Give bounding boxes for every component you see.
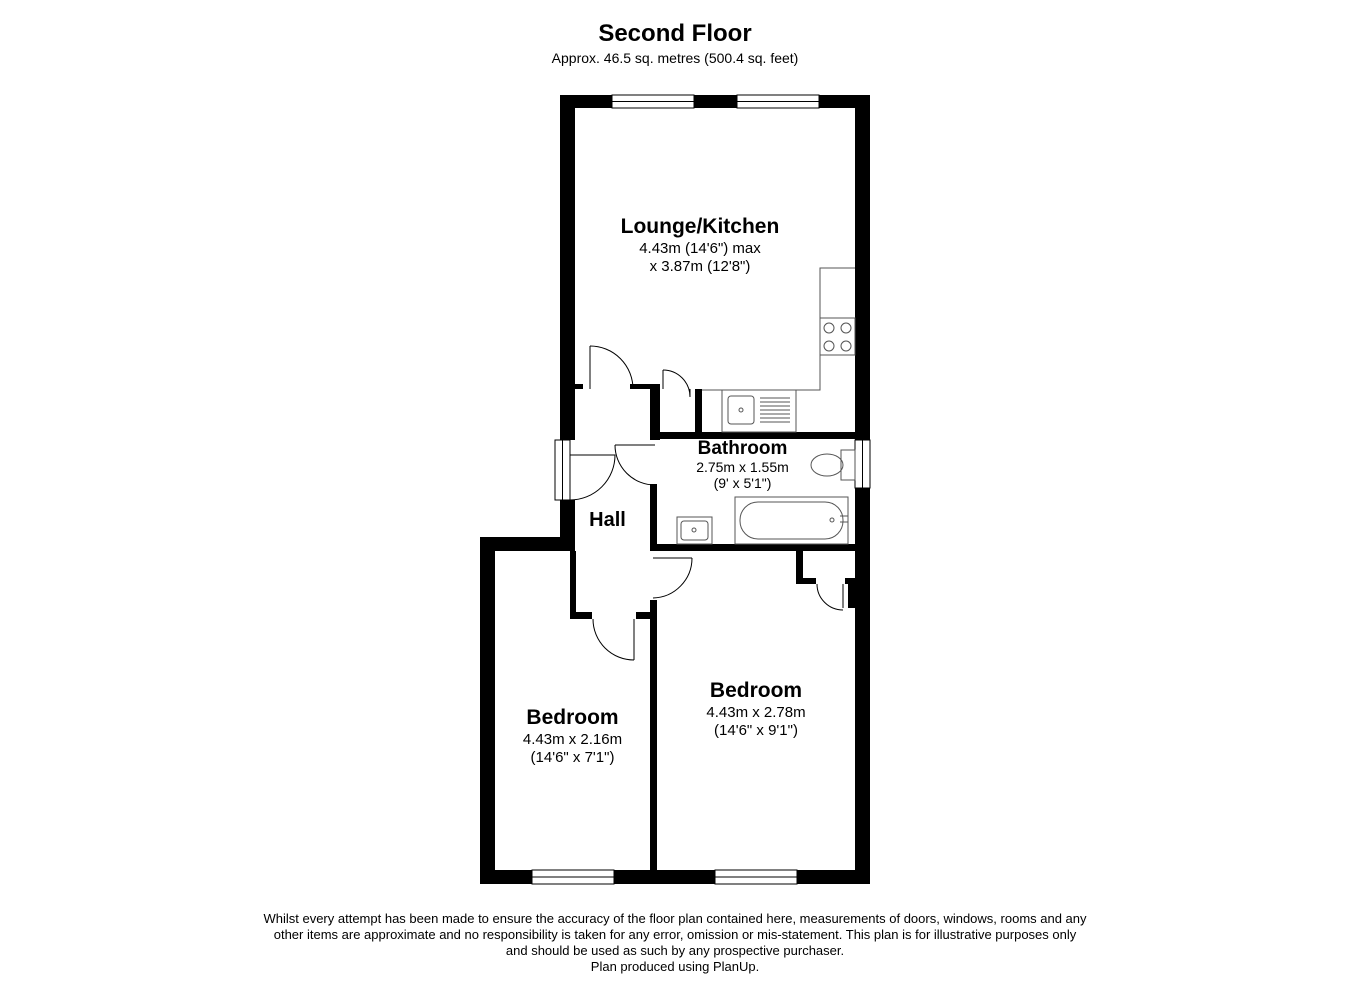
disclaimer (175, 911, 1175, 975)
room-dim-bedroom-small-2: (14'6" x 7'1") (530, 749, 615, 766)
disclaimer-line-3: and should be used as such by any prospective purchaser. (505, 943, 845, 958)
disclaimer-line-4: Plan produced using PlanUp. (590, 959, 760, 974)
floor-title: Second Floor (598, 20, 752, 47)
disclaimer-line-1: Whilst every attempt has been made to ensure the accuracy of the floor plan contained here, measurements of doors, windows, rooms and any (263, 911, 1087, 926)
room-dim-bedroom-large-1: 4.43m x 2.78m (706, 704, 806, 721)
room-name-bathroom: Bathroom (697, 438, 788, 459)
room-name-hall: Hall (589, 509, 626, 531)
room-name-bedroom-large: Bedroom (709, 679, 803, 702)
room-dim-bathroom-2: (9' x 5'1") (713, 475, 772, 491)
room-dim-lounge-kitchen-2: x 3.87m (12'8") (649, 258, 751, 275)
room-dim-bedroom-small-1: 4.43m x 2.16m (522, 731, 623, 748)
floor-area: Approx. 46.5 sq. metres (500.4 sq. feet) (551, 50, 799, 66)
room-dim-bedroom-large-2: (14'6" x 9'1") (714, 722, 798, 739)
room-dim-lounge-kitchen-1: 4.43m (14'6") max (639, 240, 761, 257)
disclaimer-line-2: other items are approximate and no responsibility is taken for any error, omission or mis-statement. This plan is for illustrative purposes only (273, 927, 1077, 942)
doors (570, 346, 843, 660)
room-dim-bathroom-1: 2.75m x 1.55m (696, 459, 789, 475)
kitchen-fixtures (702, 268, 855, 432)
room-name-bedroom-small: Bedroom (526, 706, 619, 729)
room-name-lounge-kitchen: Lounge/Kitchen (620, 215, 780, 238)
